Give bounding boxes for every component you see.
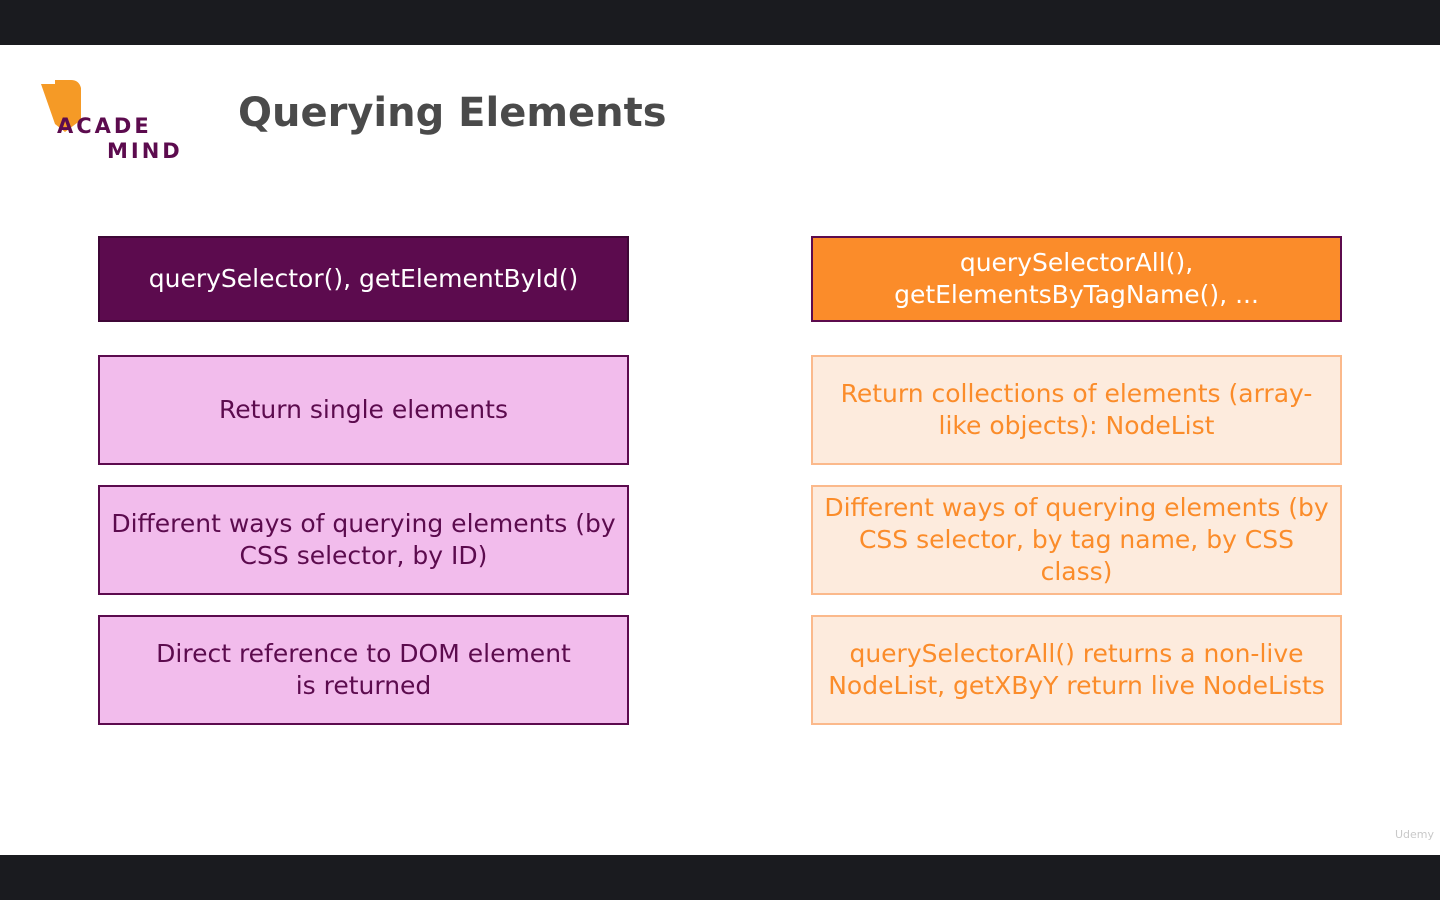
academind-logo	[40, 80, 190, 170]
top-letterbox-bar	[0, 0, 1440, 45]
right-item-query-ways	[811, 485, 1342, 595]
left-item-text: Direct reference to DOM element is returned	[156, 639, 571, 700]
right-item-collections	[811, 355, 1342, 465]
right-item-live-nodelists	[811, 615, 1342, 725]
logo-text-line1: ACADE	[57, 114, 152, 138]
left-item-text: Return single elements	[219, 395, 508, 424]
left-item-text: Different ways of querying elements (by CSS selector, by ID)	[111, 509, 616, 570]
right-header-text: querySelectorAll(), getElementsByTagName(), ...	[894, 248, 1259, 309]
right-item-text: querySelectorAll() returns a non-live NodeList, getXByY return live NodeLists	[828, 639, 1325, 700]
slide-title: Querying Elements	[238, 90, 667, 136]
right-column-header	[811, 236, 1342, 322]
right-item-text: Return collections of elements (array-like objects): NodeList	[840, 379, 1313, 440]
slide	[0, 45, 1440, 855]
left-item-query-ways	[98, 485, 629, 595]
left-item-direct-reference	[98, 615, 629, 725]
right-item-text: Different ways of querying elements (by CSS selector, by tag name, by CSS class)	[824, 493, 1329, 586]
left-header-text: querySelector(), getElementById()	[148, 264, 579, 293]
left-item-single-elements	[98, 355, 629, 465]
udemy-watermark: Udemy	[1394, 828, 1434, 841]
logo-text-line2: MIND	[107, 139, 183, 163]
left-column-header	[98, 236, 629, 322]
bottom-letterbox-bar	[0, 855, 1440, 900]
